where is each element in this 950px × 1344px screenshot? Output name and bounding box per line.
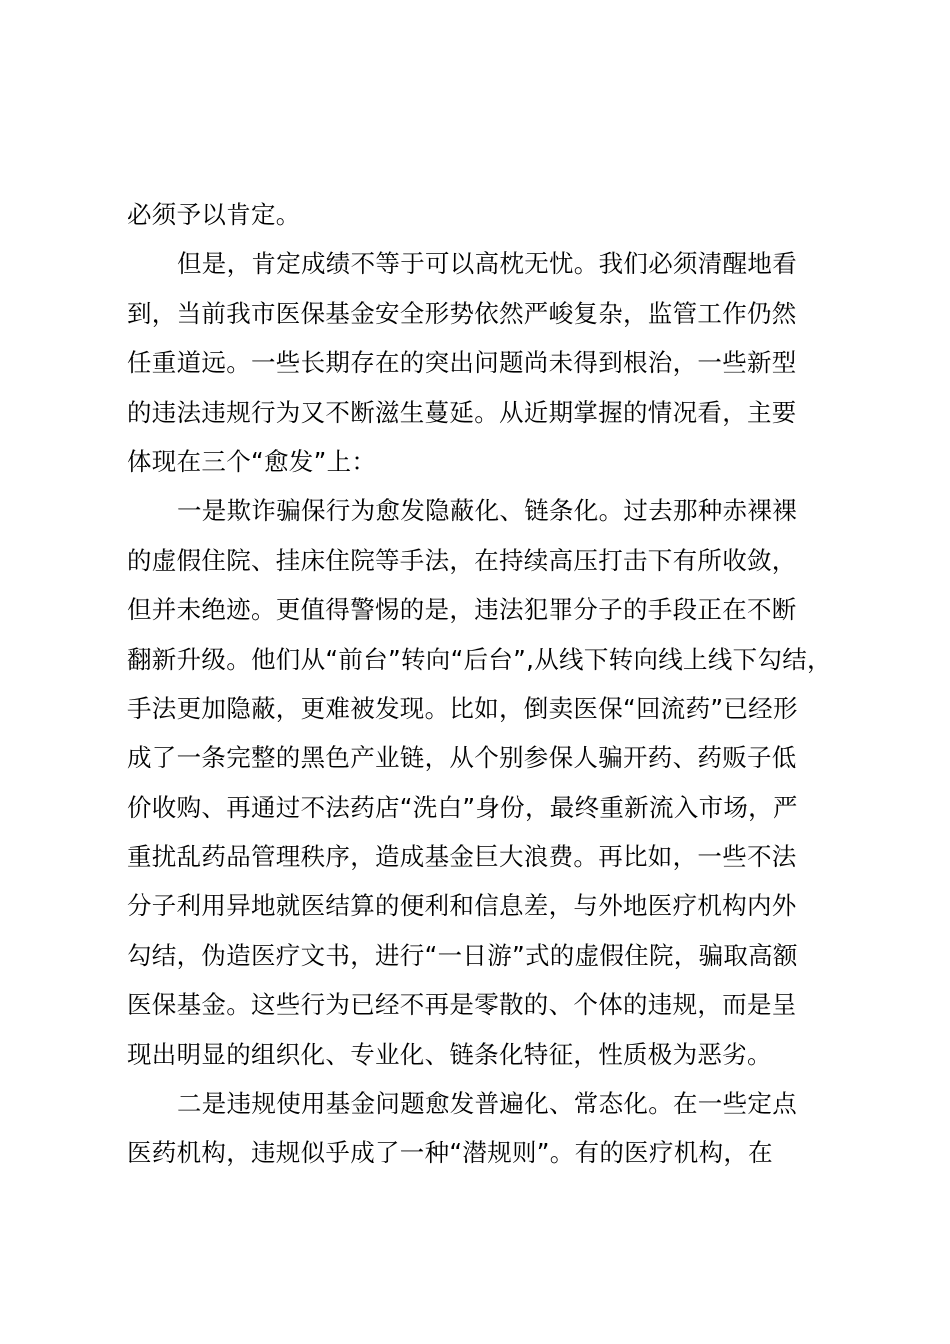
text-line: 成了一条完整的黑色产业链，从个别参保人骗开药、药贩子低 xyxy=(127,743,797,773)
text-line: 但是，肯定成绩不等于可以高枕无忧。我们必须清醒地看 xyxy=(177,249,797,279)
text-line: 的虚假住院、挂床住院等手法，在持续高压打击下有所收敛， xyxy=(127,545,797,575)
text-line: 价收购、再通过不法药店“洗白”身份，最终重新流入市场，严 xyxy=(127,792,798,822)
text-line: 但并未绝迹。更值得警惕的是，违法犯罪分子的手段正在不断 xyxy=(127,595,797,625)
text-line: 翻新升级。他们从“前台”转向“后台”,从线下转向线上线下勾结， xyxy=(127,644,832,674)
text-line: 分子利用异地就医结算的便利和信息差，与外地医疗机构内外 xyxy=(127,891,797,921)
text-line: 一是欺诈骗保行为愈发隐蔽化、链条化。过去那种赤裸裸 xyxy=(177,496,797,526)
text-line: 到，当前我市医保基金安全形势依然严峻复杂，监管工作仍然 xyxy=(127,298,797,328)
text-line: 的违法违规行为又不断滋生蔓延。从近期掌握的情况看，主要 xyxy=(127,397,797,427)
text-line: 医保基金。这些行为已经不再是零散的、个体的违规，而是呈 xyxy=(127,990,797,1020)
text-line: 现出明显的组织化、专业化、链条化特征，性质极为恶劣。 xyxy=(127,1039,772,1069)
text-line: 体现在三个“愈发”上： xyxy=(127,446,377,476)
text-line: 医药机构，违规似乎成了一种“潜规则”。有的医疗机构，在 xyxy=(127,1138,773,1168)
body-text xyxy=(127,190,832,1178)
text-line: 二是违规使用基金问题愈发普遍化、常态化。在一些定点 xyxy=(177,1089,797,1119)
text-line: 必须予以肯定。 xyxy=(127,200,301,229)
text-line: 手法更加隐蔽，更难被发现。比如，倒卖医保“回流药”已经形 xyxy=(127,693,798,723)
text-line: 任重道远。一些长期存在的突出问题尚未得到根治，一些新型 xyxy=(127,348,797,378)
text-line: 重扰乱药品管理秩序，造成基金巨大浪费。再比如，一些不法 xyxy=(127,842,797,872)
text-line: 勾结，伪造医疗文书，进行“一日游”式的虚假住院，骗取高额 xyxy=(127,940,798,970)
